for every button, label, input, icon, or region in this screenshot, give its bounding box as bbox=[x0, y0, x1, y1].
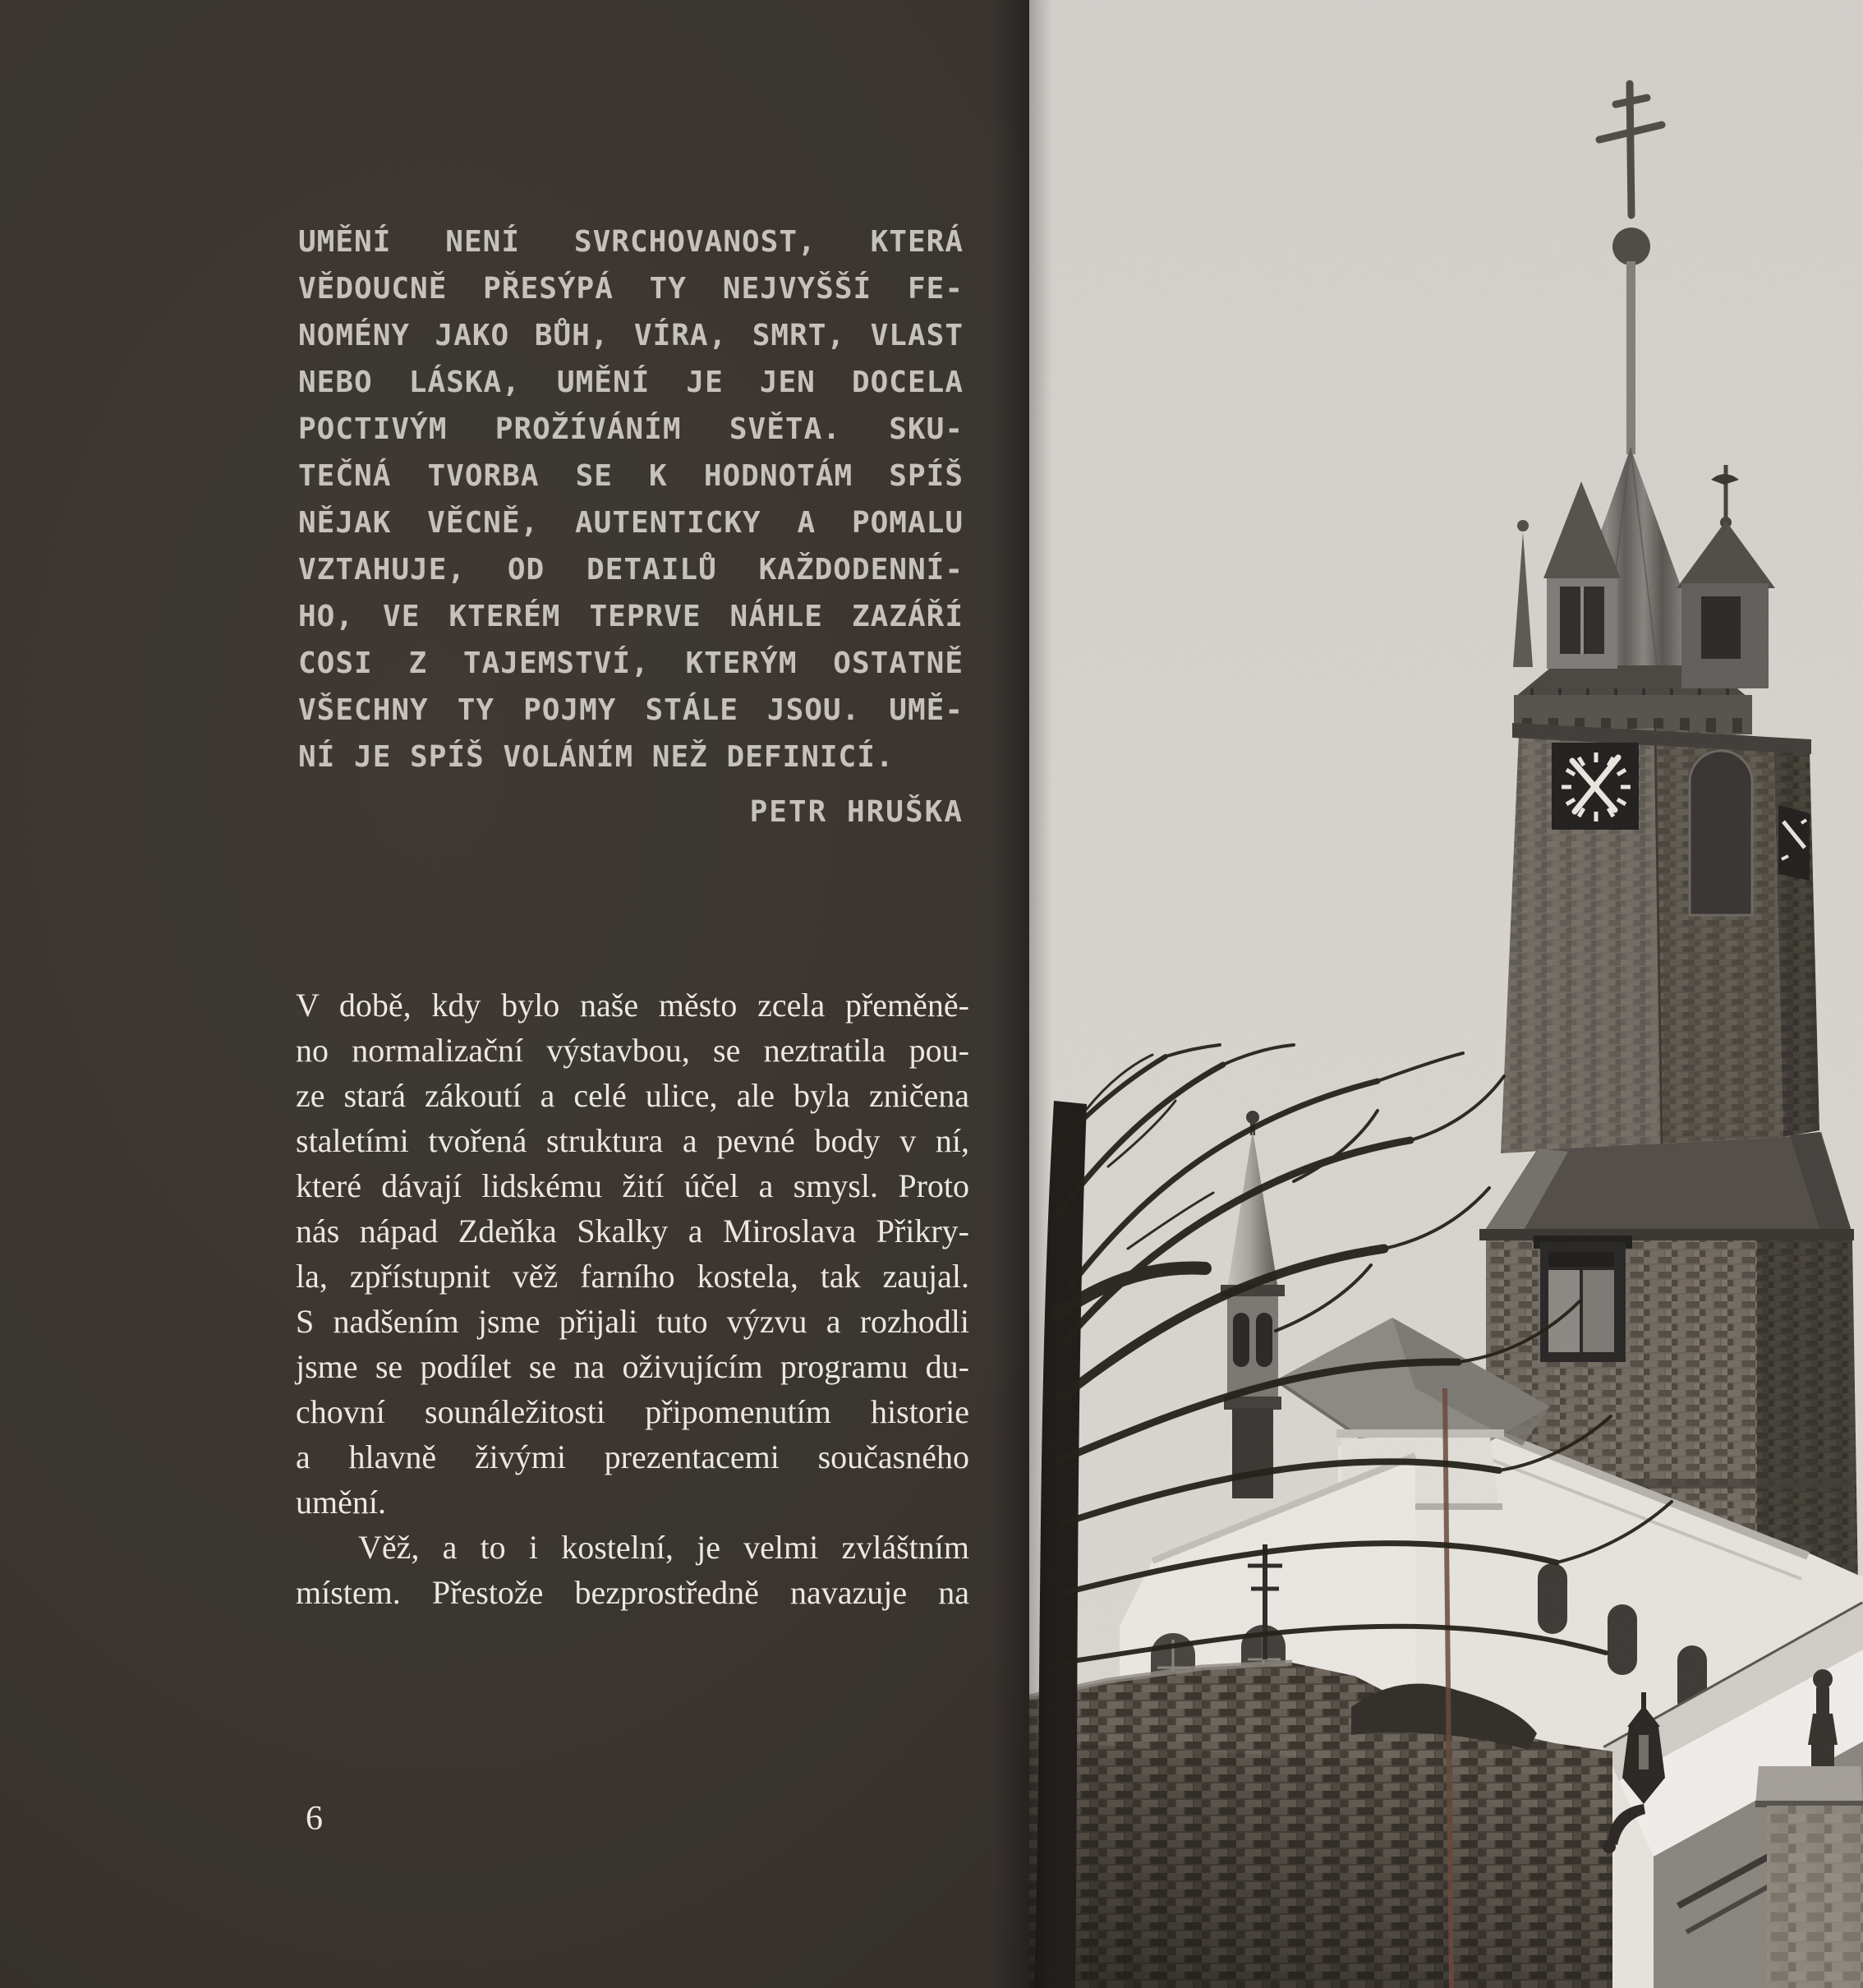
body-line: umění. bbox=[296, 1484, 386, 1521]
body-line: místem. Přestože bezprostředně navazuje na bbox=[296, 1574, 969, 1611]
quote-line: TEČNÁ TVORBA SE K HODNOTÁM SPÍŠ bbox=[298, 459, 964, 493]
quote-line: COSI Z TAJEMSTVÍ, KTERÝM OSTATNĚ bbox=[298, 647, 964, 680]
body-line: a hlavně živými prezentacemi současného bbox=[296, 1438, 969, 1475]
quote-line: POCTIVÝM PROŽÍVÁNÍM SVĚTA. SKU- bbox=[298, 412, 964, 446]
quote-line: VZTAHUJE, OD DETAILŮ KAŽDODENNÍ- bbox=[298, 553, 964, 587]
quote-line: NOMÉNY JAKO BŮH, VÍRA, SMRT, VLAST bbox=[298, 319, 964, 352]
body-line: ze stará zákoutí a celé ulice, ale byla zničena bbox=[296, 1077, 969, 1114]
intro-text bbox=[296, 982, 969, 1615]
photo-grain bbox=[1029, 0, 1863, 1988]
quote-line: VŠECHNY TY POJMY STÁLE JSOU. UMĚ- bbox=[298, 693, 964, 727]
body-line: no normalizační výstavbou, se neztratila pou- bbox=[296, 1032, 969, 1069]
quote-line: NEBO LÁSKA, UMĚNÍ JE JEN DOCELA bbox=[298, 366, 964, 399]
body-line: la, zpřístupnit věž farního kostela, tak zaujal. bbox=[296, 1258, 969, 1295]
body-line: Věž, a to i kostelní, je velmi zvláštním bbox=[358, 1529, 969, 1566]
church-photo bbox=[1029, 0, 1863, 1988]
quote-line: VĚDOUCNĚ PŘESÝPÁ TY NEJVYŠŠÍ FE- bbox=[298, 272, 964, 306]
page-number: 6 bbox=[306, 1800, 323, 1838]
body-line: staletími tvořená struktura a pevné body v ní, bbox=[296, 1122, 969, 1159]
photo-page bbox=[1029, 0, 1863, 1988]
quote-line: HO, VE KTERÉM TEPRVE NÁHLE ZAZÁŘÍ bbox=[298, 600, 964, 633]
body-line: chovní sounáležitosti připomenutím historie bbox=[296, 1393, 969, 1430]
quote-line: NÍ JE SPÍŠ VOLÁNÍM NEŽ DEFINICÍ. bbox=[298, 740, 895, 774]
pull-quote bbox=[298, 219, 964, 780]
quote-attribution: PETR HRUŠKA bbox=[749, 795, 964, 829]
body-line: jsme se podílet se na oživujícím programu du- bbox=[296, 1348, 969, 1385]
quote-line: UMĚNÍ NENÍ SVRCHOVANOST, KTERÁ bbox=[298, 225, 964, 259]
quote-line: NĚJAK VĚCNĚ, AUTENTICKY A POMALU bbox=[298, 506, 964, 540]
body-line: nás nápad Zdeňka Skalky a Miroslava Přikry- bbox=[296, 1213, 969, 1249]
body-line: V době, kdy bylo naše město zcela přeměně- bbox=[296, 987, 969, 1024]
body-line: S nadšením jsme přijali tuto výzvu a rozhodli bbox=[296, 1303, 969, 1340]
body-line: které dávají lidskému žití účel a smysl. Proto bbox=[296, 1167, 969, 1204]
